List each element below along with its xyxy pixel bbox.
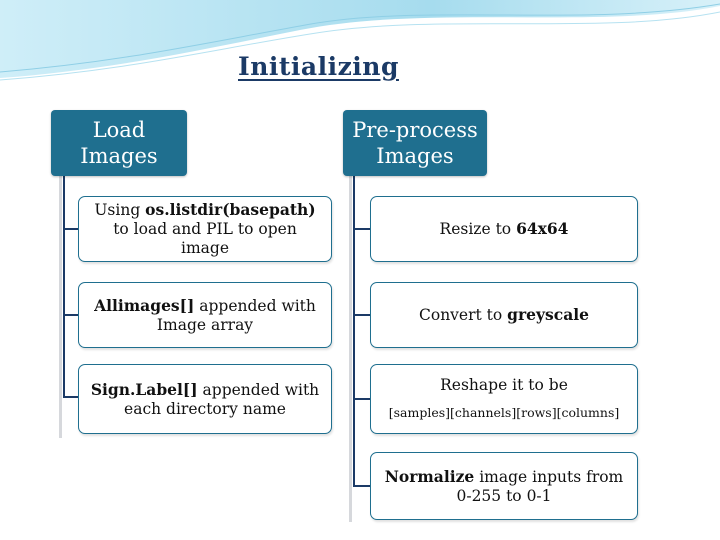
step-box (78, 364, 332, 434)
step-text: Reshape it to be (440, 376, 568, 394)
step-text: Resize to 64x64 (439, 219, 569, 238)
connector (353, 314, 371, 316)
connector (353, 228, 371, 230)
connector (63, 396, 79, 398)
step-box (78, 196, 332, 262)
step-box (78, 282, 332, 348)
column-guide-line (349, 176, 352, 522)
connector-vertical (353, 176, 355, 486)
column-guide-line (59, 176, 62, 438)
connector (63, 314, 79, 316)
step-text: Convert to greyscale (419, 305, 589, 324)
step-text: Normalize image inputs from 0-255 to 0-1 (384, 466, 624, 505)
connector (353, 485, 371, 487)
connector-vertical (63, 176, 65, 397)
step-box (370, 364, 638, 434)
heading-text: Pre-process (352, 118, 478, 142)
heading-preprocess-images (343, 110, 487, 176)
heading-load-images (51, 110, 187, 176)
connector (63, 228, 79, 230)
heading-text: Images (376, 144, 454, 168)
step-box (370, 282, 638, 348)
step-text: Using os.listdir(basepath) to load and PIL to open image (94, 200, 316, 257)
step-text: Allimages[] appended with Image array (94, 295, 316, 334)
page-title: Initializing (238, 52, 399, 81)
heading-text: Load (92, 118, 146, 142)
step-text: Sign.Label[] appended with each directory name (90, 379, 320, 418)
connector (353, 398, 371, 400)
step-box (370, 452, 638, 520)
heading-text: Images (80, 144, 158, 168)
step-box (370, 196, 638, 262)
step-subtext: [samples][channels][rows][columns] (388, 405, 620, 420)
